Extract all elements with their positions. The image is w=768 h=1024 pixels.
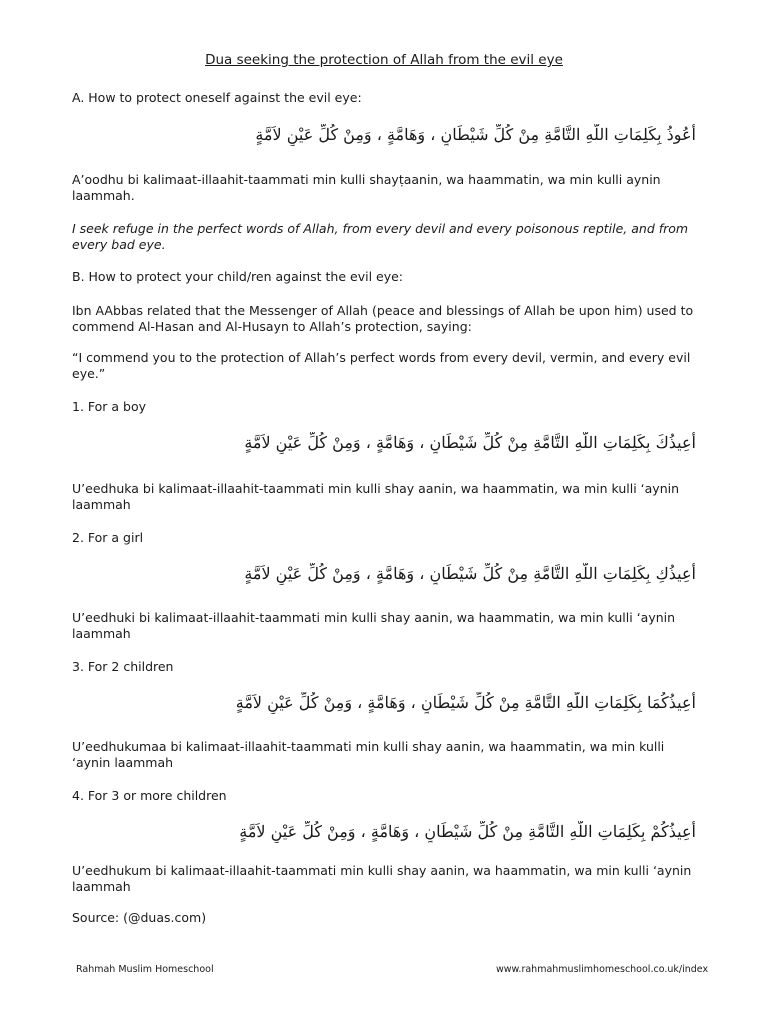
item-transliteration-girl: U’eedhuki bi kalimaat-illaahit-taammati min kulli shay aanin, wa haammatin, wa min kulli ‘aynin laammah (72, 610, 676, 641)
footer-right: www.rahmahmuslimhomeschool.co.uk/index (496, 964, 709, 975)
item-arabic-three-children: أُعِيذُكُمْ بِكَلِمَاتِ اللَّهِ التَّامَّةِ مِنْ كُلِّ شَيْطَانٍ ، وَهَامَّةٍ ، وَمِنْ كُلِّ عَيْنٍ لاَمَّةٍ (239, 822, 696, 841)
page-title: Dua seeking the protection of Allah from the evil eye (205, 52, 563, 68)
item-label-three-children: 4. For 3 or more children (72, 788, 227, 803)
section-b-narration: Ibn AAbbas related that the Messenger of Allah (peace and blessings of Allah be upon him) used to commend Al-Hasan and Al-Husayn to Allah’s protection, saying: (72, 303, 694, 334)
section-b-heading: B. How to protect your child/ren against the evil eye: (72, 269, 404, 284)
item-arabic-boy: أُعِيذُكَ بِكَلِمَاتِ اللَّهِ التَّامَّةِ مِنْ كُلِّ شَيْطَانٍ ، وَهَامَّةٍ ، وَمِنْ كُلِّ عَيْنٍ لاَمَّةٍ (244, 433, 696, 452)
item-transliteration-three-children: U’eedhukum bi kalimaat-illaahit-taammati min kulli shay aanin, wa haammatin, wa min kulli ‘aynin laammah (72, 863, 692, 894)
item-arabic-two-children: أُعِيذُكُمَا بِكَلِمَاتِ اللَّهِ التَّامَّةِ مِنْ كُلِّ شَيْطَانٍ ، وَهَامَّةٍ ، وَمِنْ كُلِّ عَيْنٍ لاَمَّةٍ (235, 693, 696, 712)
item-label-two-children: 3. For 2 children (72, 659, 174, 674)
item-label-girl: 2. For a girl (72, 530, 144, 545)
item-transliteration-two-children: U’eedhukumaa bi kalimaat-illaahit-taammati min kulli shay aanin, wa haammatin, wa min kulli ‘aynin laammah (72, 739, 665, 770)
section-a-transliteration: A’oodhu bi kalimaat-illaahit-taammati min kulli shayṭaanin, wa haammatin, wa min kulli aynin laammah. (72, 172, 661, 203)
item-label-boy: 1. For a boy (72, 399, 147, 414)
footer-left: Rahmah Muslim Homeschool (76, 964, 214, 975)
item-transliteration-boy: U’eedhuka bi kalimaat-illaahit-taammati min kulli shay aanin, wa haammatin, wa min kulli ‘aynin laammah (72, 481, 680, 512)
section-a-translation: I seek refuge in the perfect words of Allah, from every devil and every poisonous reptile, and from every bad eye. (72, 221, 689, 252)
source-line: Source: (@duas.com) (72, 910, 207, 925)
section-b-quote: “I commend you to the protection of Allah’s perfect words from every devil, vermin, and every evil eye.” (72, 350, 691, 381)
item-arabic-girl: أُعِيذُكِ بِكَلِمَاتِ اللَّهِ التَّامَّةِ مِنْ كُلِّ شَيْطَانٍ ، وَهَامَّةٍ ، وَمِنْ كُلِّ عَيْنٍ لاَمَّةٍ (244, 564, 696, 583)
section-a-heading: A. How to protect oneself against the evil eye: (72, 90, 362, 105)
section-a-arabic: أَعُوذُ بِكَلِمَاتِ اللَّهِ التَّامَّةِ مِنْ كُلِّ شَيْطَانٍ ، وَهَامَّةٍ ، وَمِنْ كُلِّ عَيْنٍ لاَمَّةٍ (255, 125, 696, 144)
